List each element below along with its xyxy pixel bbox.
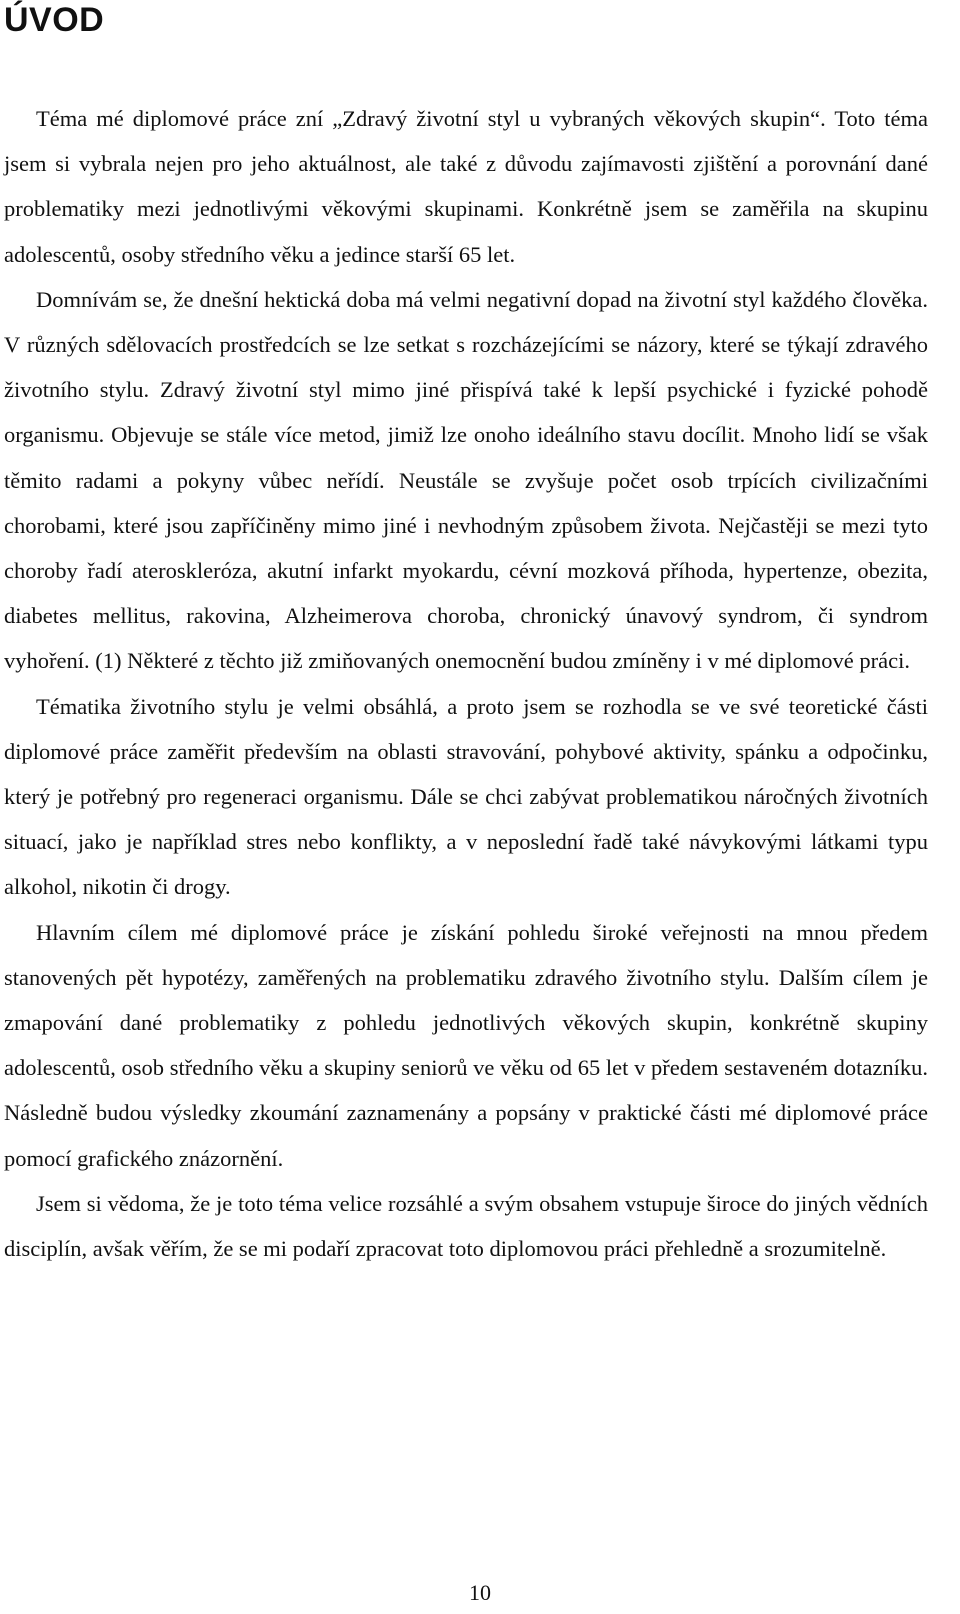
page-number: 10 (469, 1580, 491, 1605)
paragraph-goals: Hlavním cílem mé diplomové práce je získání pohledu široké veřejnosti na mnou předem stanovených pět hypotézy, zaměřených na problematiku zdravého životního stylu. Dalším cílem je zmapování dané problematiky z pohledu jednotlivých věkových skupin, konkrétně skupiny adolescentů, osob středního věku a skupiny seniorů ve věku od 65 let v předem sestaveném dotazníku. Následně budou výsledky zkoumání zaznamenány a popsány v praktické části mé diplomové práce pomocí grafického znázornění. (4, 919, 928, 1171)
body-text (4, 96, 928, 1271)
paragraph-theory-scope: Tématika životního stylu je velmi obsáhlá, a proto jsem se rozhodla se ve své teoretické části diplomové práce zaměřit především na oblasti stravování, pohybové aktivity, spánku a odpočinku, který je potřebný pro regeneraci organismu. Dále se chci zabývat problematikou náročných životních situací, jako je například stres nebo konflikty, a v neposlední řadě také návykovými látkami typu alkohol, nikotin či drogy. (4, 693, 928, 900)
chapter-heading: ÚVOD (4, 1, 105, 39)
paragraph-closing: Jsem si vědoma, že je toto téma velice rozsáhlé a svým obsahem vstupuje široce do jiných vědních disciplín, avšak věřím, že se mi podaří zpracovat toto diplomovou práci přehledně a srozumitelně. (4, 1190, 928, 1262)
paragraph-lifestyle: Domnívám se, že dnešní hektická doba má velmi negativní dopad na životní styl každého člověka. V různých sdělovacích prostředcích se lze setkat s rozcházejícími se názory, které se týkají zdravého životního stylu. Zdravý životní styl mimo jiné přispívá také k lepší psychické i fyzické pohodě organismu. Objevuje se stále více metod, jimiž lze onoho ideálního stavu docílit. Mnoho lidí se však těmito radami a pokyny vůbec neřídí. Neustále se zvyšuje počet osob trpících civilizačními chorobami, které jsou zapříčiněny mimo jiné i nevhodným způsobem života. Nejčastěji se mezi tyto choroby řadí ateroskleróza, akutní infarkt myokardu, cévní mozková příhoda, hypertenze, obezita, diabetes mellitus, rakovina, Alzheimerova choroba, chronický únavový syndrom, či syndrom vyhoření. (1) Některé z těchto již zmiňovaných onemocnění budou zmíněny i v mé diplomové práci. (4, 286, 928, 674)
paragraph-topic: Téma mé diplomové práce zní „Zdravý životní styl u vybraných věkových skupin“. Toto téma jsem si vybrala nejen pro jeho aktuálnost, ale také z důvodu zajímavosti zjištění a porovnání dané problematiky mezi jednotlivými věkovými skupinami. Konkrétně jsem se zaměřila na skupinu adolescentů, osoby středního věku a jedince starší 65 let. (4, 106, 928, 267)
